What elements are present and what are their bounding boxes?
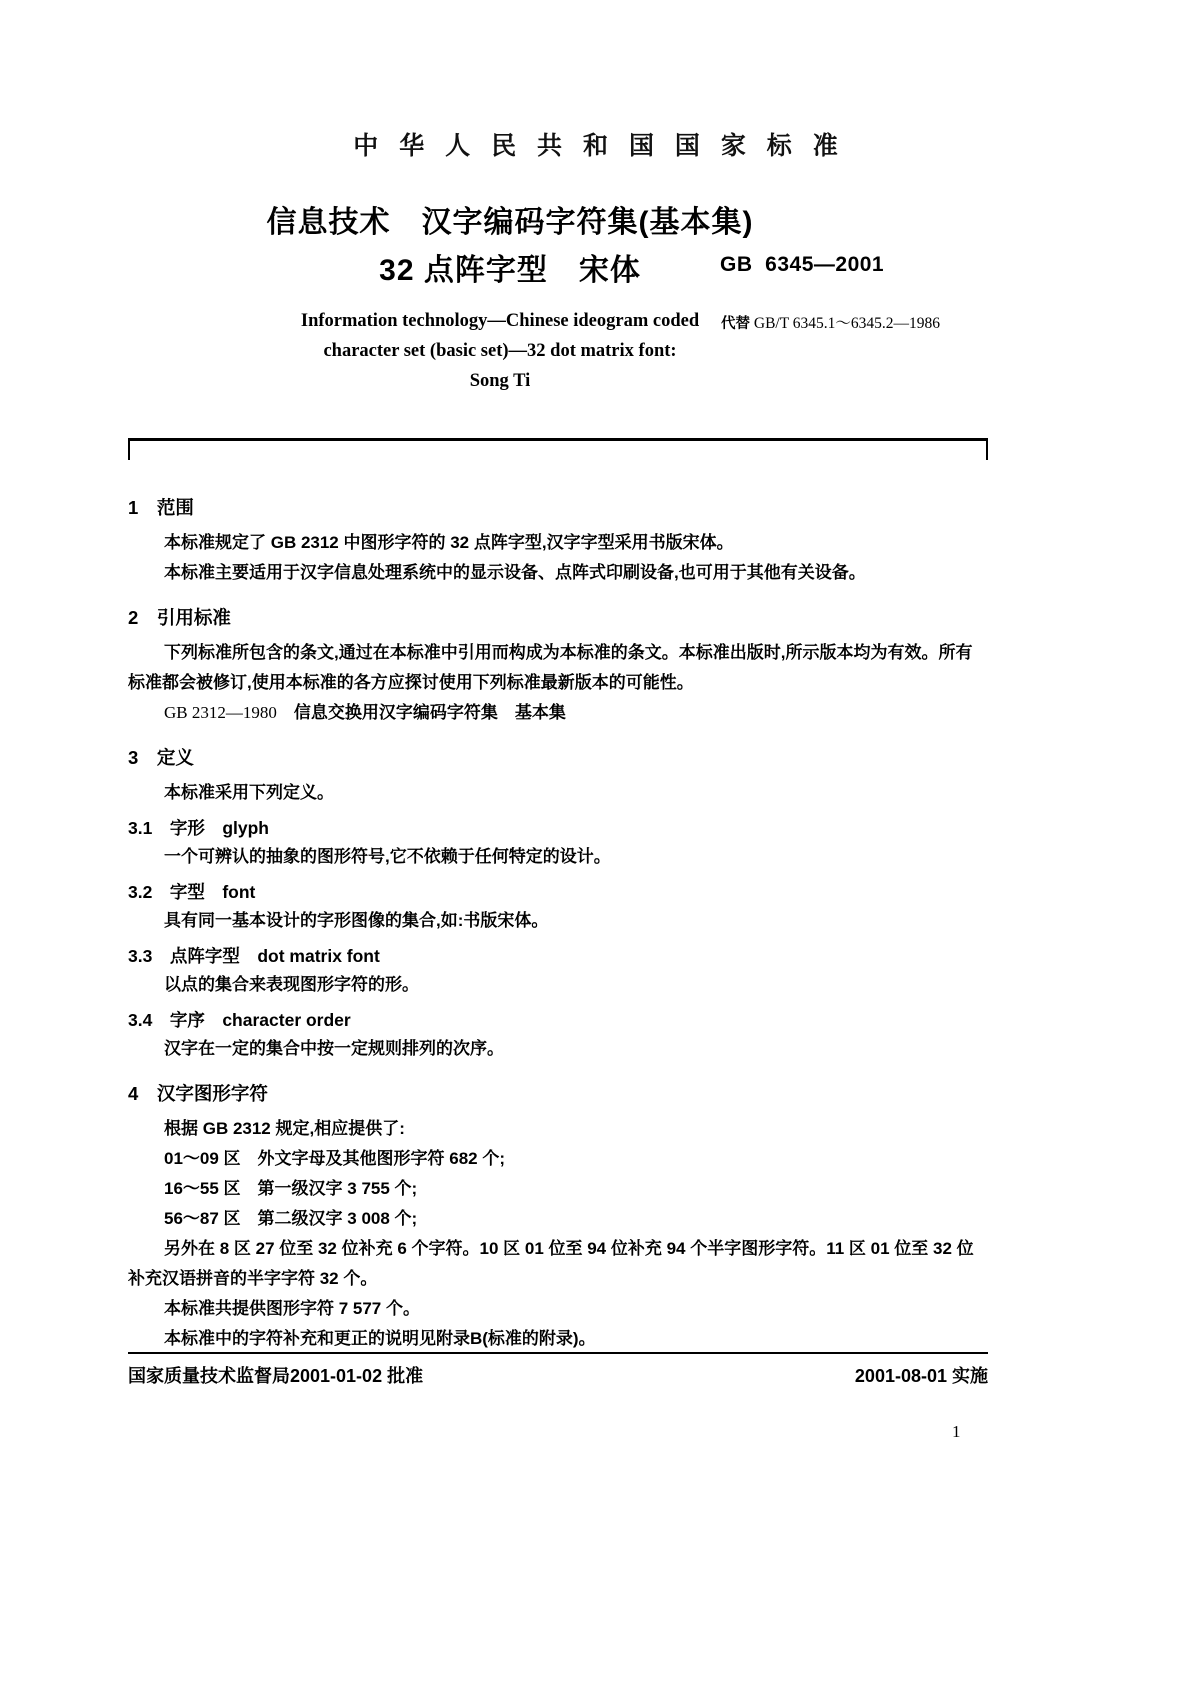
title-line-1: 信息技术 汉字编码字符集(基本集) [266,206,754,239]
section-4-paragraph-1: 根据 GB 2312 规定,相应提供了: [164,1119,405,1138]
section-heading-4 [128,1080,988,1106]
referenced-standard [128,698,988,728]
replaces-label: 代替 [721,316,750,332]
masthead [0,126,1191,162]
referenced-standard-title: 信息交换用汉字编码字符集 基本集 [293,703,566,722]
definition-3-4-term: 字序 character order [169,1010,351,1030]
section-2-paragraph-1: 下列标准所包含的条文,通过在本标准中引用而构成为本标准的条文。本标准出版时,所示版本均为有效。所有标准都会被修订,使用本标准的各方应探讨使用下列标准最新版本的可能性。 [128,643,973,692]
standard-number: GB 6345—2001 [720,253,885,276]
section-3-number: 3 [128,747,139,768]
section-1-paragraph-1: 本标准规定了 GB 2312 中图形字符的 32 点阵字型,汉字字型采用书版宋体。 [164,533,734,552]
definition-3-3-term: 点阵字型 dot matrix font [169,946,380,966]
referenced-standard-code: GB 2312—1980 [164,703,277,722]
header-rule-right-tick [986,438,988,460]
definition-3-2-number: 3.2 [128,882,153,902]
section-4-title: 汉字图形字符 [156,1083,268,1104]
definition-3-4-text: 汉字在一定的集合中按一定规则排列的次序。 [164,1039,504,1058]
page-footer [128,1362,988,1388]
section-1-number: 1 [128,497,139,518]
page-number: 1 [952,1422,961,1441]
title-en-line-1: Information technology—Chinese ideogram coded [300,311,700,331]
definition-3-2-text: 具有同一基本设计的字形图像的集合,如:书版宋体。 [164,911,549,930]
definition-3-1-term: 字形 glyph [169,818,269,838]
section-3-title: 定义 [156,747,194,768]
section-1-paragraph-2: 本标准主要适用于汉字信息处理系统中的显示设备、点阵式印刷设备,也可用于其他有关设备。 [164,563,866,582]
definition-3-4-number: 3.4 [128,1010,153,1030]
definition-3-1-text: 一个可辨认的抽象的图形符号,它不依赖于任何特定的设计。 [164,847,611,866]
section-2-number: 2 [128,607,139,628]
definition-heading-3-3 [128,943,988,968]
title-line-2: 32 点阵字型 宋体 [379,254,641,287]
section-2-title: 引用标准 [156,607,231,628]
document-body [128,478,988,1354]
zone-range-item-1: 01～09 区 外文字母及其他图形字符 682 个; [164,1149,506,1168]
approval-text: 国家质量技术监督局2001-01-02 批准 [128,1366,424,1386]
section-heading-2 [128,604,988,630]
title-en-line-3: Song Ti [469,371,531,391]
definition-3-2-term: 字型 font [169,882,256,902]
implementation-text: 2001-08-01 实施 [854,1366,988,1386]
section-heading-3 [128,744,988,770]
section-4-paragraph-3: 本标准共提供图形字符 7 577 个。 [164,1299,420,1318]
section-4-paragraph-4: 本标准中的字符补充和更正的说明见附录B(标准的附录)。 [164,1329,596,1348]
definition-3-3-number: 3.3 [128,946,153,966]
replaces-note [721,311,940,333]
zone-range-item-3: 56～87 区 第二级汉字 3 008 个; [164,1209,418,1228]
section-3-intro: 本标准采用下列定义。 [164,783,334,802]
section-4-paragraph-2: 另外在 8 区 27 位至 32 位补充 6 个字符。10 区 01 位至 94 位补充 94 个半字图形字符。11 区 01 位至 32 位补充汉语拼音的半字字符 32 个。 [128,1239,974,1288]
definition-heading-3-2 [128,879,988,904]
replaces-value: GB/T 6345.1～6345.2—1986 [753,315,941,332]
title-en-line-2: character set (basic set)—32 dot matrix font: [323,341,677,361]
zone-range-item-2: 16～55 区 第一级汉字 3 755 个; [164,1179,418,1198]
header-rule-left-tick [128,438,130,460]
section-4-number: 4 [128,1083,139,1104]
footer-rule [128,1352,988,1354]
national-standard-masthead: 中 华 人 民 共 和 国 国 家 标 准 [353,132,845,160]
section-1-title: 范围 [156,497,194,518]
definition-heading-3-1 [128,815,988,840]
definition-3-1-number: 3.1 [128,818,153,838]
definition-3-3-text: 以点的集合来表现图形字符的形。 [164,975,419,994]
cover-title-chinese [130,200,890,294]
definition-heading-3-4 [128,1007,988,1032]
section-heading-1 [128,494,988,520]
header-rule [128,438,988,441]
